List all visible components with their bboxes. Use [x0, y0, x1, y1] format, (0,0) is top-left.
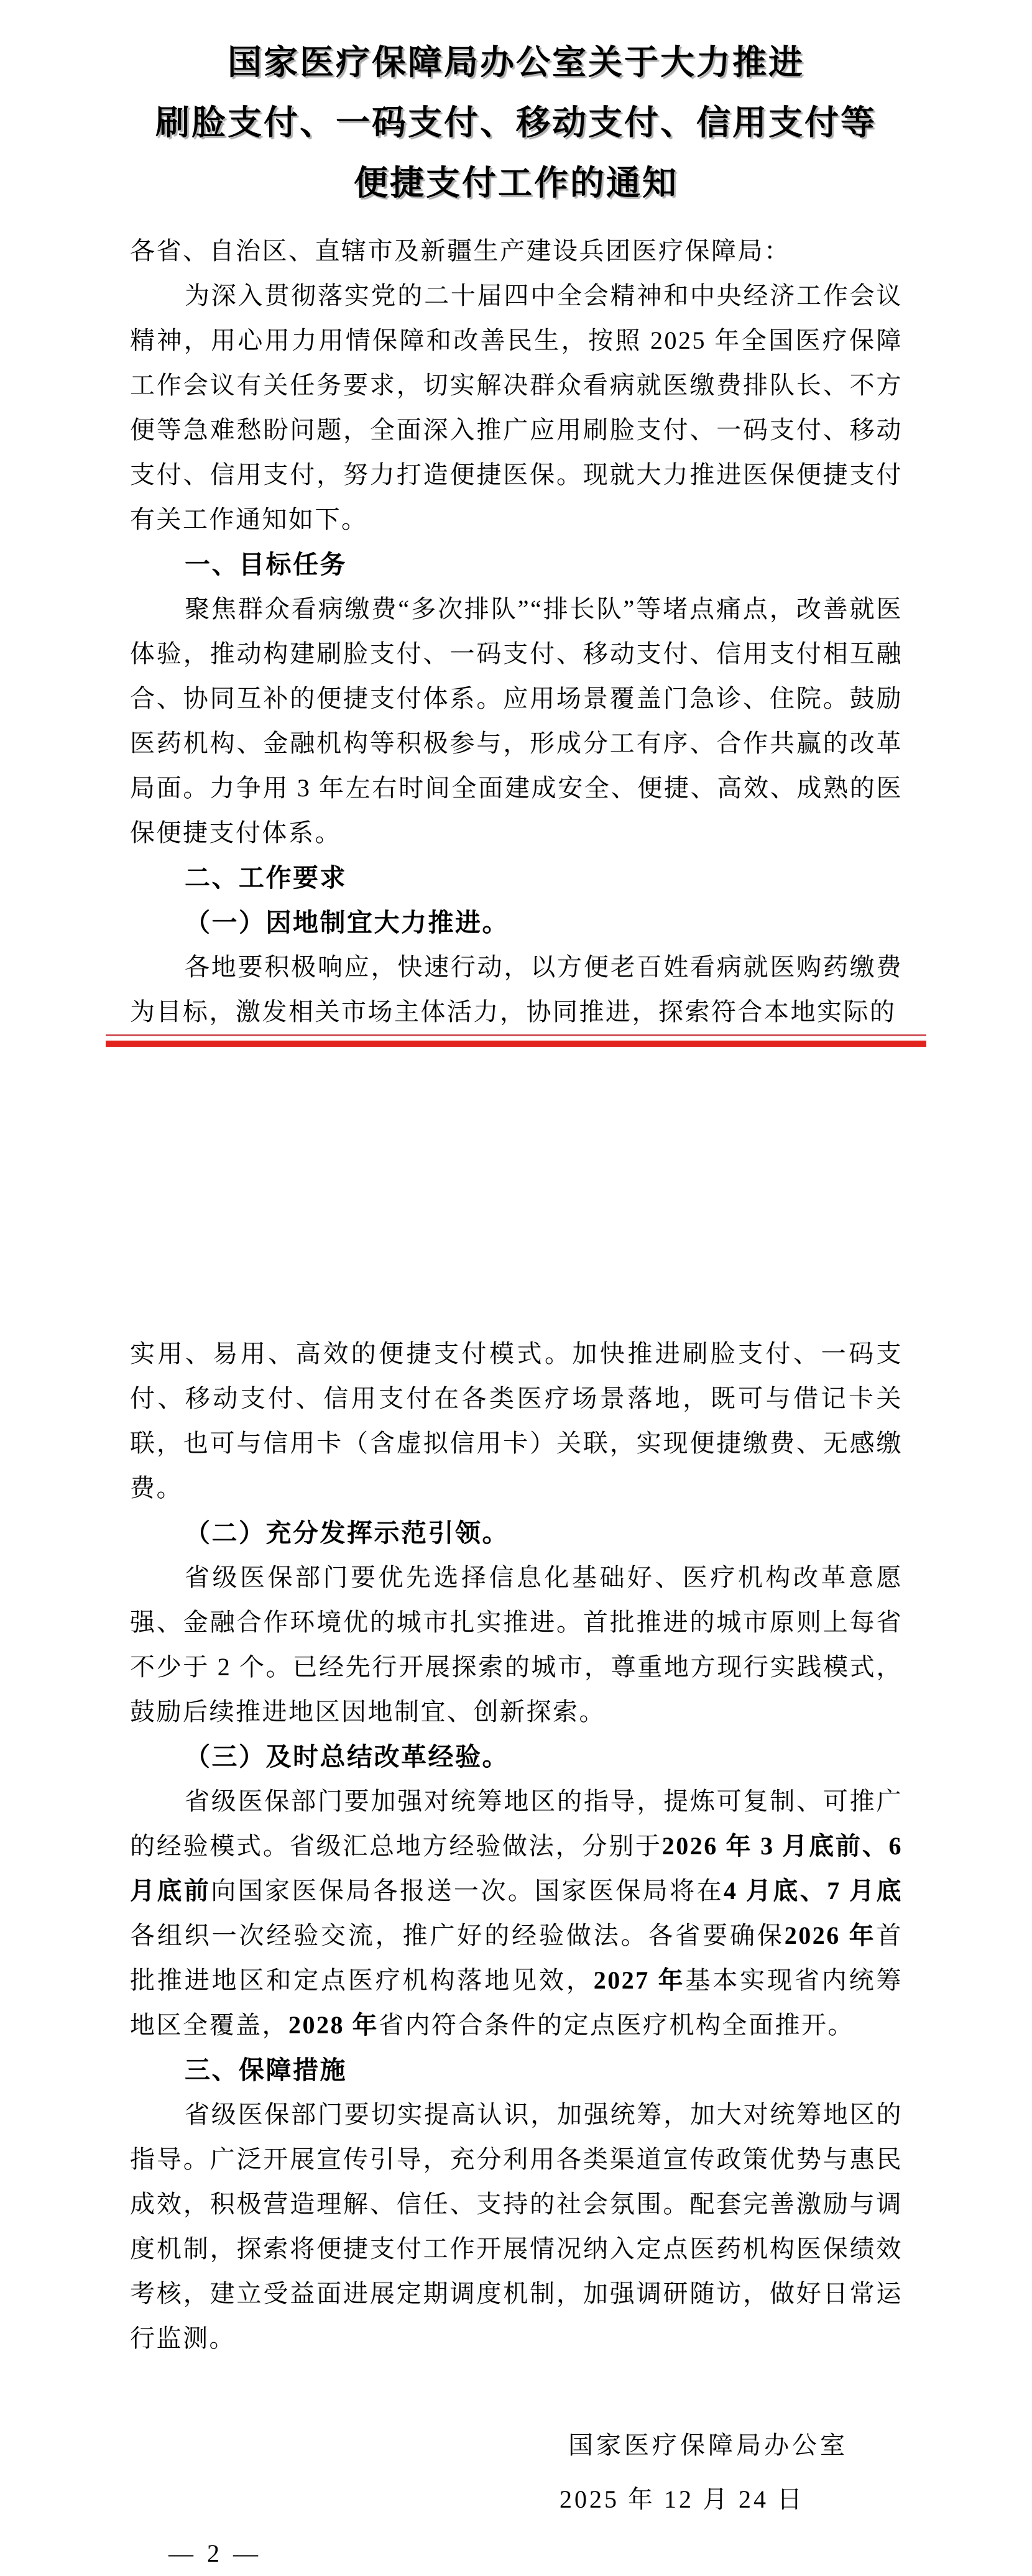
heading-section-2-sub-1: （一）因地制宜大力推进。: [185, 908, 509, 937]
signature-block: [130, 2423, 903, 2522]
page-break-whitespace: [0, 1047, 1032, 1332]
heading-section-1: 一、目标任务: [185, 550, 347, 579]
issue-date: 2025 年 12 月 24 日: [560, 2485, 804, 2513]
title-line-2: 刷脸支付、一码支付、移动支付、信用支付等: [155, 103, 877, 142]
heading-section-2: 二、工作要求: [185, 863, 347, 892]
paragraph-goals: 聚焦群众看病缴费“多次排队”“排长队”等堵点痛点，改善就医体验，推动构建刷脸支付、一码支付、移动支付、信用支付相互融合、协同互补的便捷支付体系。应用场景覆盖门急诊、住院。鼓励医药机构、金融机构等积极参与，形成分工有序、合作共赢的改革局面。力争用 3 年左右时间全面建成安全、便捷、高效、成熟的医保便捷支付体系。: [130, 595, 903, 847]
heading-section-2-sub-2: （二）充分发挥示范引领。: [185, 1519, 509, 1547]
text-run: 省内符合条件的定点医疗机构全面推开。: [379, 2011, 854, 2039]
paragraph-sub-2: 省级医保部门要优先选择信息化基础好、医疗机构改革意愿强、金融合作环境优的城市扎实推进。首批推进的城市原则上每省不少于 2 个。已经先行开展探索的城市，尊重地方现行实践模式，鼓励后续推进地区因地制宜、创新探索。: [130, 1563, 903, 1726]
issuing-office: 国家医疗保障局办公室: [568, 2431, 848, 2459]
paragraph-sub-1-part-1: 各地要积极响应，快速行动，以方便老百姓看病就医购药缴费为目标，激发相关市场主体活力，协同推进，探索符合本地实际的: [130, 953, 903, 1026]
divider-gap: [106, 1036, 926, 1041]
salutation: 各省、自治区、直辖市及新疆生产建设兵团医疗保障局：: [130, 237, 791, 265]
heading-section-2-sub-3: （三）及时总结改革经验。: [185, 1742, 509, 1771]
text-run: 基本实现省内统筹地区全覆盖，: [130, 1966, 903, 2039]
text-run: 省级医保部门要加强对统筹地区的指导，提炼可复制、可推广的经验模式。省级汇总地方经验做法，分别于: [130, 1787, 903, 1860]
text-run-bold-date: 2028 年: [288, 2011, 379, 2039]
paragraph-sub-1-part-2: 实用、易用、高效的便捷支付模式。加快推进刷脸支付、一码支付、移动支付、信用支付在各类医疗场景落地，既可与借记卡关联，也可与信用卡（含虚拟信用卡）关联，实现便捷缴费、无感缴费。: [130, 1340, 903, 1502]
title-line-3: 便捷支付工作的通知: [353, 163, 678, 202]
paragraph-intro: 为深入贯彻落实党的二十届四中全会精神和中央经济工作会议精神，用心用力用情保障和改善民生，按照 2025 年全国医疗保障工作会议有关任务要求，切实解决群众看病就医缴费排队长、不方便等急难愁盼问题，全面深入推广应用刷脸支付、一码支付、移动支付、信用支付，努力打造便捷医保。现就大力推进医保便捷支付有关工作通知如下。: [130, 282, 903, 533]
page-number: — 2 —: [168, 2539, 262, 2567]
divider-thick-red-line: [106, 1041, 926, 1047]
heading-section-3: 三、保障措施: [185, 2056, 347, 2084]
text-run-bold-date: 2026 年 3 月底前、6 月底前: [130, 1832, 903, 1905]
text-run: 向国家医保局各报送一次。国家医保局将在: [211, 1877, 724, 1905]
paragraph-sub-3: [130, 1779, 903, 2048]
text-run: 首批推进地区和定点医疗机构落地见效，: [130, 1921, 903, 1994]
text-run: 各组织一次经验交流，推广好的经验做法。各省要确保: [130, 1921, 785, 1949]
document-title: [0, 0, 1032, 213]
page-seam-divider: [106, 1034, 926, 1047]
text-run-bold-date: 4 月底、7 月底: [724, 1877, 903, 1905]
text-run-bold-date: 2026 年: [784, 1921, 877, 1949]
title-line-1: 国家医疗保障局办公室关于大力推进: [227, 43, 804, 81]
paragraph-safeguards: 省级医保部门要切实提高认识，加强统筹，加大对统筹地区的指导。广泛开展宣传引导，充分利用各类渠道宣传政策优势与惠民成效，积极营造理解、信任、支持的社会氛围。配套完善激励与调度机制，探索将便捷支付工作开展情况纳入定点医药机构医保绩效考核，建立受益面进展定期调度机制，加强调研随访，做好日常运行监测。: [130, 2100, 903, 2352]
text-run-bold-date: 2027 年: [593, 1966, 686, 1994]
page-1-content: [130, 229, 903, 1034]
page-2-content: [130, 1332, 903, 2576]
